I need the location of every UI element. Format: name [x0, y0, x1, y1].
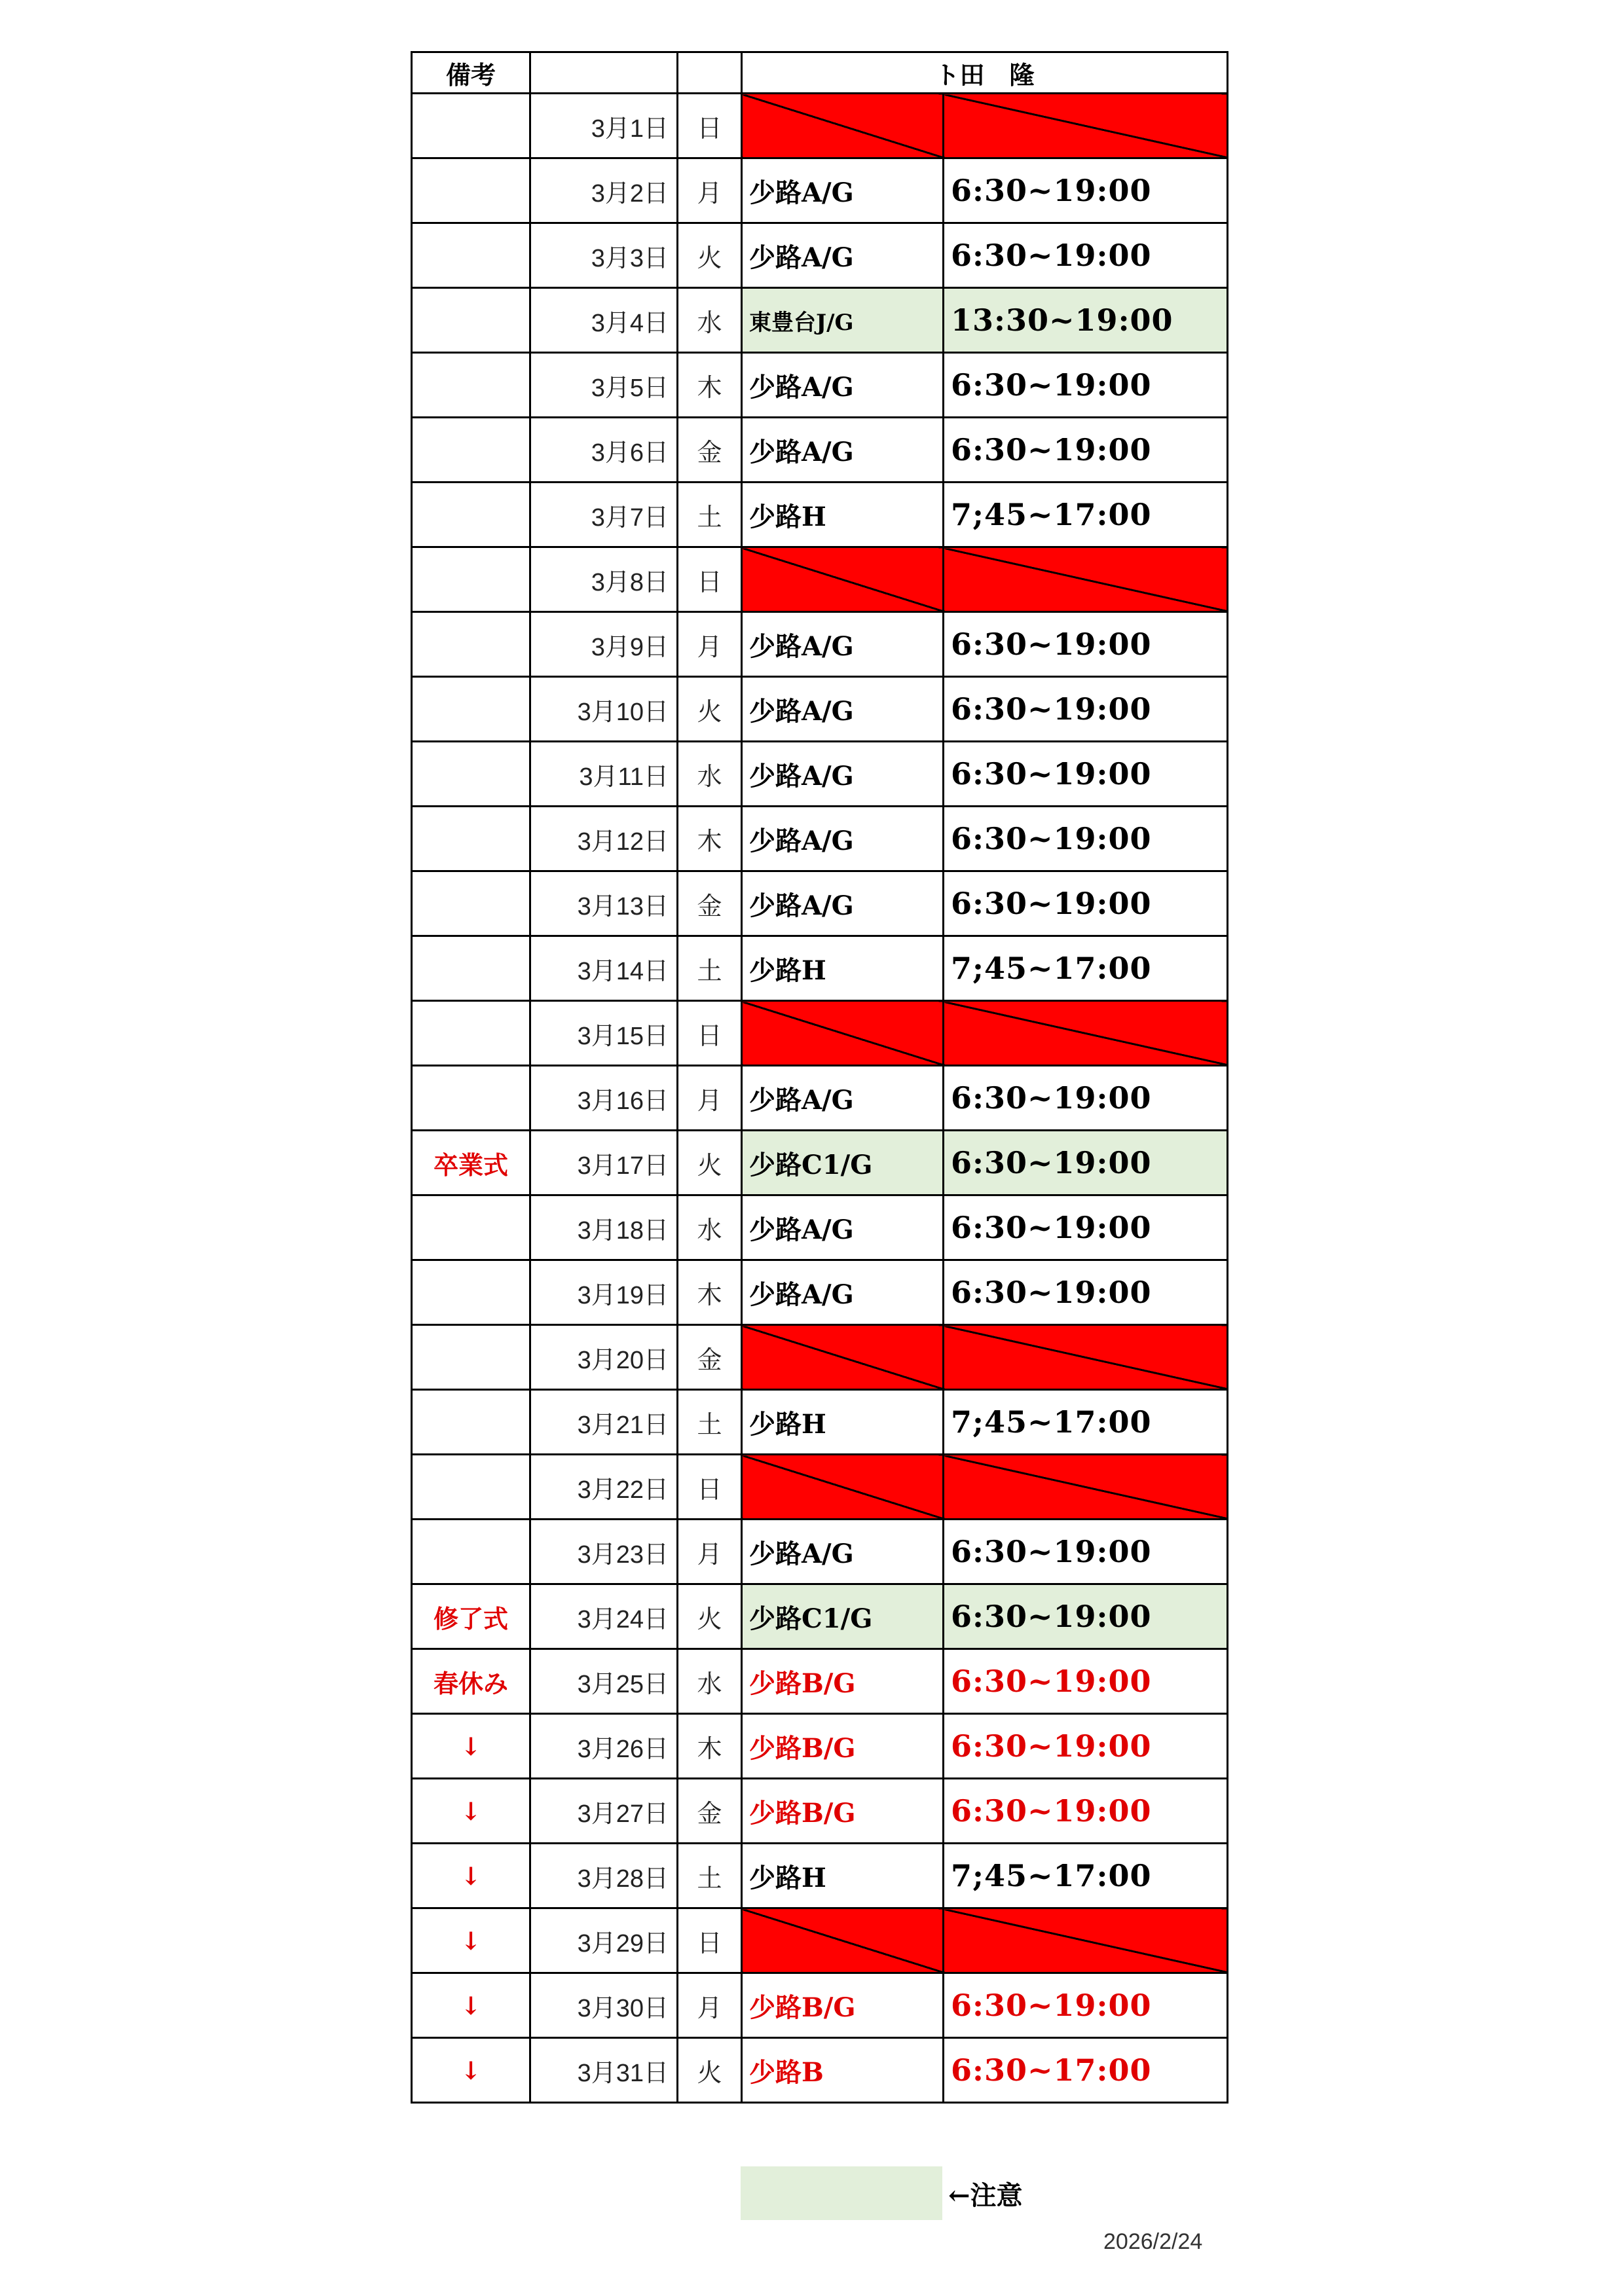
- weekday-cell: 火: [678, 2038, 742, 2103]
- date-cell: 3月3日: [530, 223, 678, 288]
- remark-cell: [412, 742, 530, 807]
- weekday-cell: 月: [678, 1973, 742, 2038]
- weekday-cell: 月: [678, 612, 742, 677]
- header-date: [530, 52, 678, 94]
- location-cell: 少路H: [742, 483, 944, 547]
- date-cell: 3月2日: [530, 158, 678, 223]
- schedule-row: [412, 1844, 1228, 1908]
- remark-cell: [412, 288, 530, 353]
- weekday-cell: 木: [678, 1714, 742, 1779]
- location-cell: 少路H: [742, 936, 944, 1001]
- weekday-cell: 金: [678, 418, 742, 483]
- legend-note: ←注意: [948, 2180, 1023, 2211]
- day-off-time-cell: [944, 1455, 1228, 1520]
- shift-time-cell: 6:30~19:00: [944, 1520, 1228, 1584]
- date-cell: 3月7日: [530, 483, 678, 547]
- weekday-cell: 土: [678, 483, 742, 547]
- schedule-row: [412, 547, 1228, 612]
- weekday-cell: 木: [678, 353, 742, 418]
- schedule-row: [412, 483, 1228, 547]
- location-cell: 東豊台J/G: [742, 288, 944, 353]
- shift-time-cell: 6:30~19:00: [944, 677, 1228, 742]
- location-cell: 少路H: [742, 1844, 944, 1908]
- location-cell: 少路A/G: [742, 677, 944, 742]
- schedule-row: [412, 1649, 1228, 1714]
- date-cell: 3月22日: [530, 1455, 678, 1520]
- weekday-cell: 日: [678, 547, 742, 612]
- date-cell: 3月15日: [530, 1001, 678, 1066]
- date-cell: 3月31日: [530, 2038, 678, 2103]
- remark-cell: ↓: [412, 2038, 530, 2103]
- remark-cell: [412, 1195, 530, 1260]
- schedule-row: [412, 288, 1228, 353]
- remark-cell: ↓: [412, 1844, 530, 1908]
- date-cell: 3月28日: [530, 1844, 678, 1908]
- schedule-row: [412, 1195, 1228, 1260]
- schedule-row: [412, 742, 1228, 807]
- remark-cell: [412, 1260, 530, 1325]
- remark-cell: [412, 1001, 530, 1066]
- remark-cell: [412, 353, 530, 418]
- day-off-location-cell: [742, 94, 944, 158]
- location-cell: 少路B/G: [742, 1649, 944, 1714]
- weekday-cell: 金: [678, 871, 742, 936]
- schedule-row: [412, 807, 1228, 871]
- day-off-location-cell: [742, 1001, 944, 1066]
- shift-time-cell: 7;45~17:00: [944, 483, 1228, 547]
- remark-cell: [412, 1390, 530, 1455]
- schedule-row: [412, 936, 1228, 1001]
- schedule-row: [412, 1973, 1228, 2038]
- remark-cell: ↓: [412, 1714, 530, 1779]
- location-cell: 少路A/G: [742, 807, 944, 871]
- shift-time-cell: 6:30~17:00: [944, 2038, 1228, 2103]
- weekday-cell: 木: [678, 1260, 742, 1325]
- shift-time-cell: 6:30~19:00: [944, 1973, 1228, 2038]
- date-cell: 3月23日: [530, 1520, 678, 1584]
- remark-cell: [412, 1520, 530, 1584]
- weekday-cell: 土: [678, 936, 742, 1001]
- location-cell: 少路C1/G: [742, 1131, 944, 1195]
- weekday-cell: 火: [678, 677, 742, 742]
- date-cell: 3月5日: [530, 353, 678, 418]
- remark-cell: 春休み: [412, 1649, 530, 1714]
- date-cell: 3月27日: [530, 1779, 678, 1844]
- schedule-body: [412, 52, 1228, 2103]
- date-cell: 3月12日: [530, 807, 678, 871]
- weekday-cell: 日: [678, 1455, 742, 1520]
- date-cell: 3月16日: [530, 1066, 678, 1131]
- shift-time-cell: 7;45~17:00: [944, 936, 1228, 1001]
- weekday-cell: 月: [678, 1520, 742, 1584]
- day-off-location-cell: [742, 1325, 944, 1390]
- shift-time-cell: 6:30~19:00: [944, 871, 1228, 936]
- location-cell: 少路A/G: [742, 871, 944, 936]
- date-cell: 3月10日: [530, 677, 678, 742]
- weekday-cell: 土: [678, 1844, 742, 1908]
- date-cell: 3月19日: [530, 1260, 678, 1325]
- schedule-row: [412, 1066, 1228, 1131]
- shift-time-cell: 7;45~17:00: [944, 1844, 1228, 1908]
- remark-cell: [412, 612, 530, 677]
- remark-cell: [412, 1066, 530, 1131]
- schedule-row: [412, 94, 1228, 158]
- shift-time-cell: 6:30~19:00: [944, 1714, 1228, 1779]
- remark-cell: [412, 871, 530, 936]
- schedule-row: [412, 1325, 1228, 1390]
- shift-time-cell: 6:30~19:00: [944, 1066, 1228, 1131]
- schedule-row: [412, 1390, 1228, 1455]
- location-cell: 少路A/G: [742, 418, 944, 483]
- shift-time-cell: 6:30~19:00: [944, 1195, 1228, 1260]
- remark-cell: 卒業式: [412, 1131, 530, 1195]
- shift-time-cell: 6:30~19:00: [944, 1649, 1228, 1714]
- schedule-row: [412, 353, 1228, 418]
- schedule-row: [412, 1001, 1228, 1066]
- weekday-cell: 金: [678, 1779, 742, 1844]
- remark-cell: [412, 936, 530, 1001]
- weekday-cell: 水: [678, 1195, 742, 1260]
- day-off-time-cell: [944, 547, 1228, 612]
- schedule-row: [412, 677, 1228, 742]
- date-cell: 3月26日: [530, 1714, 678, 1779]
- weekday-cell: 日: [678, 94, 742, 158]
- remark-cell: [412, 677, 530, 742]
- remark-cell: [412, 418, 530, 483]
- shift-time-cell: 6:30~19:00: [944, 158, 1228, 223]
- weekday-cell: 火: [678, 223, 742, 288]
- weekday-cell: 木: [678, 807, 742, 871]
- legend-green-swatch: [741, 2166, 942, 2220]
- date-cell: 3月21日: [530, 1390, 678, 1455]
- schedule-row: [412, 223, 1228, 288]
- remark-cell: [412, 94, 530, 158]
- weekday-cell: 水: [678, 288, 742, 353]
- location-cell: 少路A/G: [742, 1520, 944, 1584]
- date-cell: 3月24日: [530, 1584, 678, 1649]
- weekday-cell: 日: [678, 1001, 742, 1066]
- header-row: [412, 52, 1228, 94]
- date-cell: 3月20日: [530, 1325, 678, 1390]
- date-cell: 3月4日: [530, 288, 678, 353]
- remark-cell: [412, 1325, 530, 1390]
- location-cell: 少路A/G: [742, 742, 944, 807]
- date-cell: 3月8日: [530, 547, 678, 612]
- date-cell: 3月29日: [530, 1908, 678, 1973]
- schedule-row: [412, 871, 1228, 936]
- day-off-location-cell: [742, 1455, 944, 1520]
- shift-time-cell: 6:30~19:00: [944, 807, 1228, 871]
- location-cell: 少路A/G: [742, 1260, 944, 1325]
- weekday-cell: 日: [678, 1908, 742, 1973]
- date-cell: 3月17日: [530, 1131, 678, 1195]
- schedule-row: [412, 2038, 1228, 2103]
- schedule-row: [412, 1520, 1228, 1584]
- day-off-time-cell: [944, 1325, 1228, 1390]
- schedule-row: [412, 612, 1228, 677]
- remark-cell: [412, 1455, 530, 1520]
- shift-time-cell: 6:30~19:00: [944, 1260, 1228, 1325]
- remark-cell: 修了式: [412, 1584, 530, 1649]
- remark-cell: [412, 547, 530, 612]
- weekday-cell: 土: [678, 1390, 742, 1455]
- day-off-location-cell: [742, 547, 944, 612]
- location-cell: 少路H: [742, 1390, 944, 1455]
- day-off-location-cell: [742, 1908, 944, 1973]
- date-cell: 3月18日: [530, 1195, 678, 1260]
- weekday-cell: 水: [678, 1649, 742, 1714]
- shift-time-cell: 6:30~19:00: [944, 223, 1228, 288]
- schedule-row: [412, 1260, 1228, 1325]
- schedule-row: [412, 1131, 1228, 1195]
- weekday-cell: 月: [678, 1066, 742, 1131]
- remark-cell: [412, 807, 530, 871]
- weekday-cell: 火: [678, 1584, 742, 1649]
- remark-cell: [412, 223, 530, 288]
- remark-cell: ↓: [412, 1908, 530, 1973]
- shift-time-cell: 7;45~17:00: [944, 1390, 1228, 1455]
- location-cell: 少路A/G: [742, 1066, 944, 1131]
- header-staff-name: ト田 隆: [742, 52, 1228, 94]
- schedule-row: [412, 1455, 1228, 1520]
- shift-time-cell: 6:30~19:00: [944, 1584, 1228, 1649]
- schedule-row: [412, 1779, 1228, 1844]
- document-date: 2026/2/24: [1103, 2229, 1203, 2254]
- date-cell: 3月13日: [530, 871, 678, 936]
- header-note: 備考: [412, 52, 530, 94]
- shift-time-cell: 6:30~19:00: [944, 612, 1228, 677]
- remark-cell: [412, 483, 530, 547]
- remark-cell: [412, 158, 530, 223]
- location-cell: 少路A/G: [742, 158, 944, 223]
- schedule-table: [411, 51, 1228, 2104]
- weekday-cell: 金: [678, 1325, 742, 1390]
- date-cell: 3月25日: [530, 1649, 678, 1714]
- date-cell: 3月1日: [530, 94, 678, 158]
- schedule-row: [412, 1714, 1228, 1779]
- remark-cell: ↓: [412, 1973, 530, 2038]
- schedule-row: [412, 1584, 1228, 1649]
- date-cell: 3月9日: [530, 612, 678, 677]
- date-cell: 3月11日: [530, 742, 678, 807]
- shift-time-cell: 6:30~19:00: [944, 1779, 1228, 1844]
- location-cell: 少路B/G: [742, 1973, 944, 2038]
- remark-cell: ↓: [412, 1779, 530, 1844]
- weekday-cell: 月: [678, 158, 742, 223]
- location-cell: 少路A/G: [742, 353, 944, 418]
- schedule-row: [412, 1908, 1228, 1973]
- day-off-time-cell: [944, 94, 1228, 158]
- header-dow: [678, 52, 742, 94]
- date-cell: 3月6日: [530, 418, 678, 483]
- shift-time-cell: 6:30~19:00: [944, 1131, 1228, 1195]
- schedule-row: [412, 158, 1228, 223]
- shift-time-cell: 6:30~19:00: [944, 742, 1228, 807]
- location-cell: 少路A/G: [742, 1195, 944, 1260]
- location-cell: 少路B/G: [742, 1779, 944, 1844]
- shift-time-cell: 6:30~19:00: [944, 418, 1228, 483]
- location-cell: 少路B/G: [742, 1714, 944, 1779]
- location-cell: 少路B: [742, 2038, 944, 2103]
- shift-time-cell: 6:30~19:00: [944, 353, 1228, 418]
- weekday-cell: 水: [678, 742, 742, 807]
- location-cell: 少路A/G: [742, 223, 944, 288]
- date-cell: 3月14日: [530, 936, 678, 1001]
- weekday-cell: 火: [678, 1131, 742, 1195]
- location-cell: 少路A/G: [742, 612, 944, 677]
- location-cell: 少路C1/G: [742, 1584, 944, 1649]
- day-off-time-cell: [944, 1908, 1228, 1973]
- date-cell: 3月30日: [530, 1973, 678, 2038]
- schedule-row: [412, 418, 1228, 483]
- shift-time-cell: 13:30~19:00: [944, 288, 1228, 353]
- day-off-time-cell: [944, 1001, 1228, 1066]
